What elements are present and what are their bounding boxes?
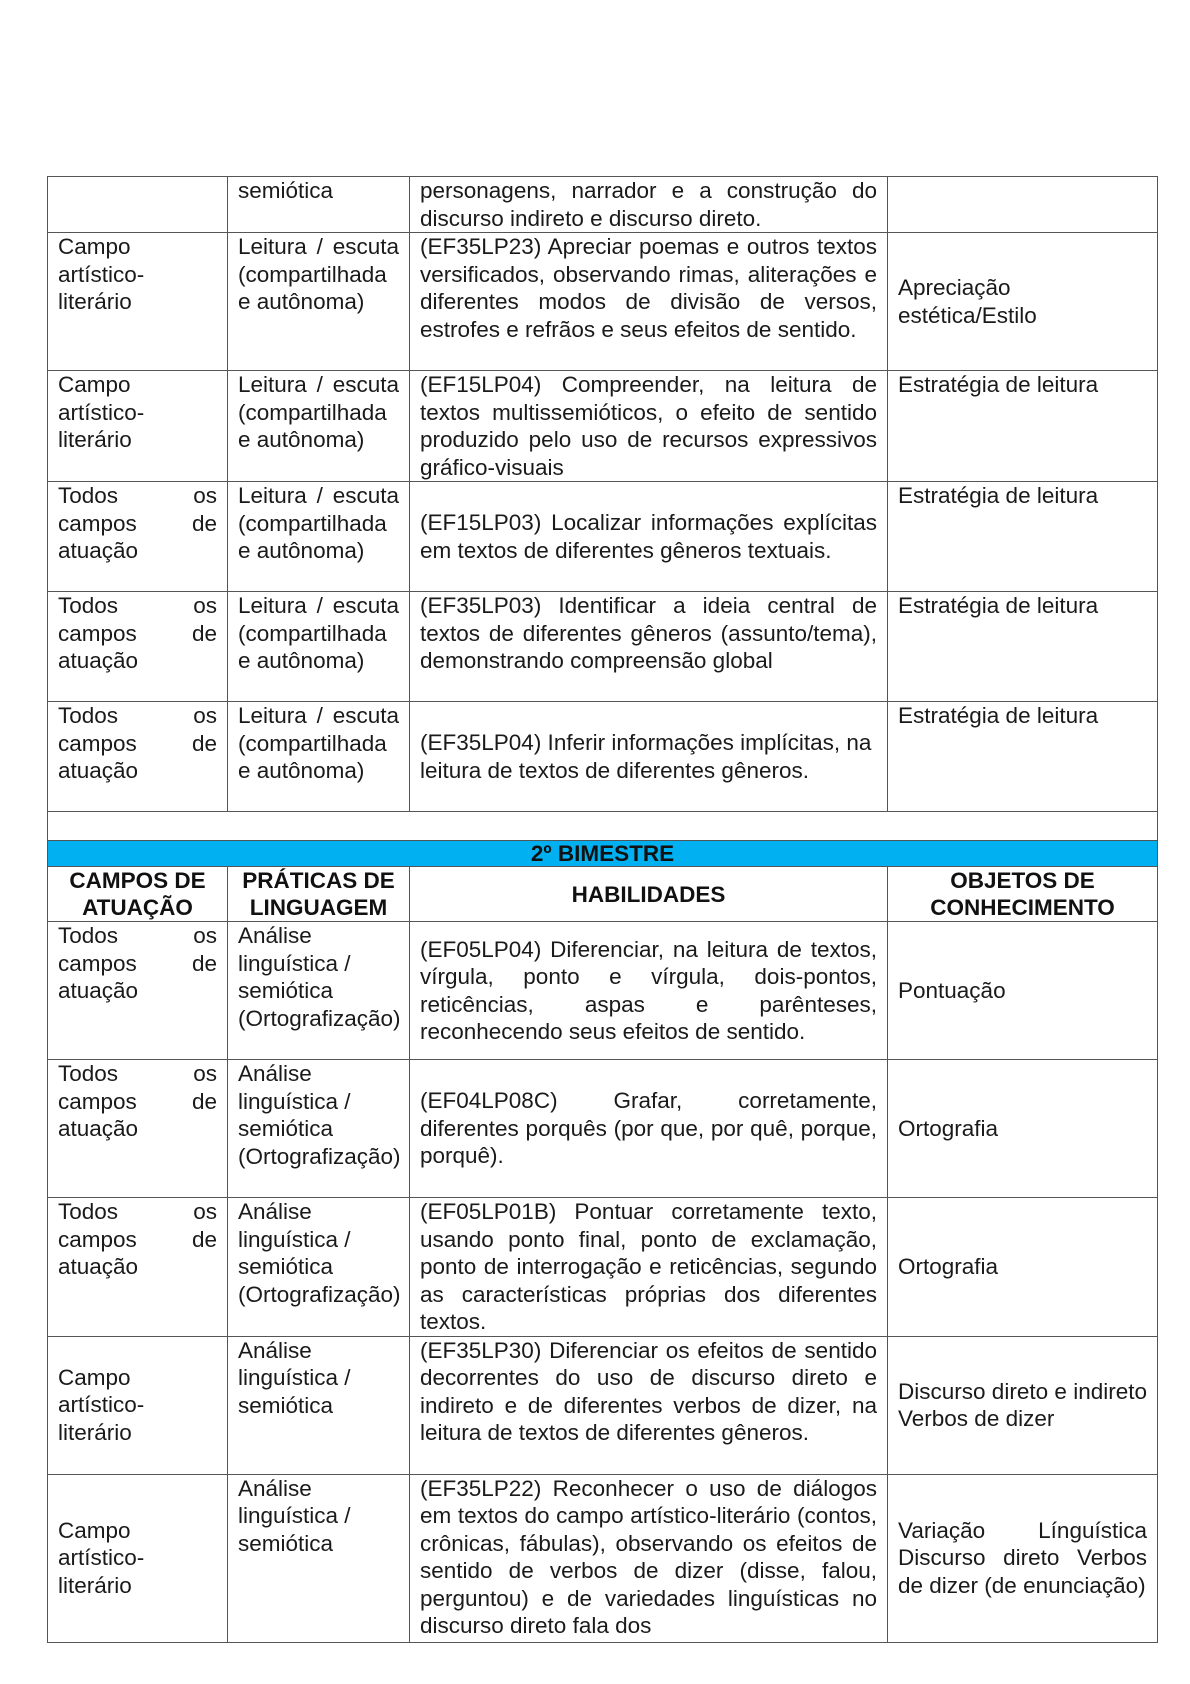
objetos-cell: Apreciação estética/Estilo	[888, 233, 1158, 371]
table-row	[48, 1198, 1158, 1337]
habilidades-cell: (EF04LP08C) Grafar, corretamente, diferentes porquês (por que, por quê, porque, porquê).	[410, 1060, 888, 1198]
habilidades-cell: personagens, narrador e a construção do discurso indireto e discurso direto.	[410, 177, 888, 233]
campos-cell: Campo artístico-literário	[48, 371, 228, 482]
campos-cell: Todos os campos de atuação	[48, 482, 228, 592]
campos-cell	[48, 177, 228, 233]
curriculum-table	[47, 176, 1158, 1643]
habilidades-cell: (EF15LP04) Compreender, na leitura de textos multissemióticos, o efeito de sentido produzido pelo uso de recursos expressivos gráfico-visuais	[410, 371, 888, 482]
objetos-cell: Estratégia de leitura	[888, 702, 1158, 812]
praticas-cell: Leitura / escuta (compartilhada e autônoma)	[228, 371, 410, 482]
praticas-cell: Leitura / escuta (compartilhada e autônoma)	[228, 702, 410, 812]
objetos-cell: Estratégia de leitura	[888, 592, 1158, 702]
objetos-cell: Estratégia de leitura	[888, 482, 1158, 592]
objetos-cell: Pontuação	[888, 922, 1158, 1060]
campos-cell: Campo artístico-literário	[48, 1474, 228, 1642]
spacer-row	[48, 812, 1158, 841]
header-row	[48, 867, 1158, 922]
table-row	[48, 1474, 1158, 1642]
objetos-cell: Discurso direto e indireto Verbos de dizer	[888, 1336, 1158, 1474]
campos-cell: Todos os campos de atuação	[48, 1198, 228, 1337]
praticas-cell: Análise linguística / semiótica (Ortografização)	[228, 922, 410, 1060]
praticas-cell: Leitura / escuta (compartilhada e autônoma)	[228, 233, 410, 371]
praticas-cell: Análise linguística / semiótica	[228, 1474, 410, 1642]
header-campos: CAMPOS DE ATUAÇÃO	[48, 867, 228, 922]
habilidades-cell: (EF15LP03) Localizar informações explícitas em textos de diferentes gêneros textuais.	[410, 482, 888, 592]
habilidades-cell: (EF35LP03) Identificar a ideia central de textos de diferentes gêneros (assunto/tema), demonstrando compreensão global	[410, 592, 888, 702]
praticas-cell: Análise linguística / semiótica (Ortografização)	[228, 1060, 410, 1198]
habilidades-cell: (EF35LP22) Reconhecer o uso de diálogos em textos do campo artístico-literário (contos, crônicas, fábulas), observando os efeitos de sentido de verbos de dizer (disse, falou, perguntou) e de variedades linguísticas no discurso direto fala dos	[410, 1474, 888, 1642]
table-row	[48, 1336, 1158, 1474]
campos-cell: Campo artístico-literário	[48, 233, 228, 371]
campos-cell: Todos os campos de atuação	[48, 1060, 228, 1198]
habilidades-cell: (EF35LP04) Inferir informações implícitas, na leitura de textos de diferentes gêneros.	[410, 702, 888, 812]
campos-cell: Todos os campos de atuação	[48, 702, 228, 812]
objetos-cell: Estratégia de leitura	[888, 371, 1158, 482]
table-row	[48, 592, 1158, 702]
header-objetos: OBJETOS DE CONHECIMENTO	[888, 867, 1158, 922]
objetos-cell: Variação Línguística Discurso direto Verbos de dizer (de enunciação)	[888, 1474, 1158, 1642]
table-row	[48, 233, 1158, 371]
bimestre-title: 2º BIMESTRE	[48, 841, 1158, 867]
praticas-cell: semiótica	[228, 177, 410, 233]
bimestre-row	[48, 841, 1158, 867]
campos-cell: Todos os campos de atuação	[48, 592, 228, 702]
habilidades-cell: (EF05LP01B) Pontuar corretamente texto, usando ponto final, ponto de exclamação, ponto de interrogação e reticências, segundo as características próprias dos diferentes textos.	[410, 1198, 888, 1337]
habilidades-cell: (EF35LP23) Apreciar poemas e outros textos versificados, observando rimas, aliterações e diferentes modos de divisão de versos, estrofes e refrãos e seus efeitos de sentido.	[410, 233, 888, 371]
table-row	[48, 177, 1158, 233]
praticas-cell: Análise linguística / semiótica (Ortografização)	[228, 1198, 410, 1337]
objetos-cell: Ortografia	[888, 1060, 1158, 1198]
header-praticas: PRÁTICAS DE LINGUAGEM	[228, 867, 410, 922]
table-row	[48, 371, 1158, 482]
table-row	[48, 702, 1158, 812]
table-row	[48, 1060, 1158, 1198]
habilidades-cell: (EF35LP30) Diferenciar os efeitos de sentido decorrentes do uso de discurso direto e indireto e de diferentes verbos de dizer, na leitura de textos de diferentes gêneros.	[410, 1336, 888, 1474]
spacer-cell	[48, 812, 1158, 841]
header-habilidades: HABILIDADES	[410, 867, 888, 922]
campos-cell: Campo artístico-literário	[48, 1336, 228, 1474]
objetos-cell: Ortografia	[888, 1198, 1158, 1337]
praticas-cell: Leitura / escuta (compartilhada e autônoma)	[228, 592, 410, 702]
praticas-cell: Análise linguística / semiótica	[228, 1336, 410, 1474]
table-row	[48, 922, 1158, 1060]
habilidades-cell: (EF05LP04) Diferenciar, na leitura de textos, vírgula, ponto e vírgula, dois-pontos, reticências, aspas e parênteses, reconhecendo seus efeitos de sentido.	[410, 922, 888, 1060]
campos-cell: Todos os campos de atuação	[48, 922, 228, 1060]
table-row	[48, 482, 1158, 592]
praticas-cell: Leitura / escuta (compartilhada e autônoma)	[228, 482, 410, 592]
objetos-cell	[888, 177, 1158, 233]
